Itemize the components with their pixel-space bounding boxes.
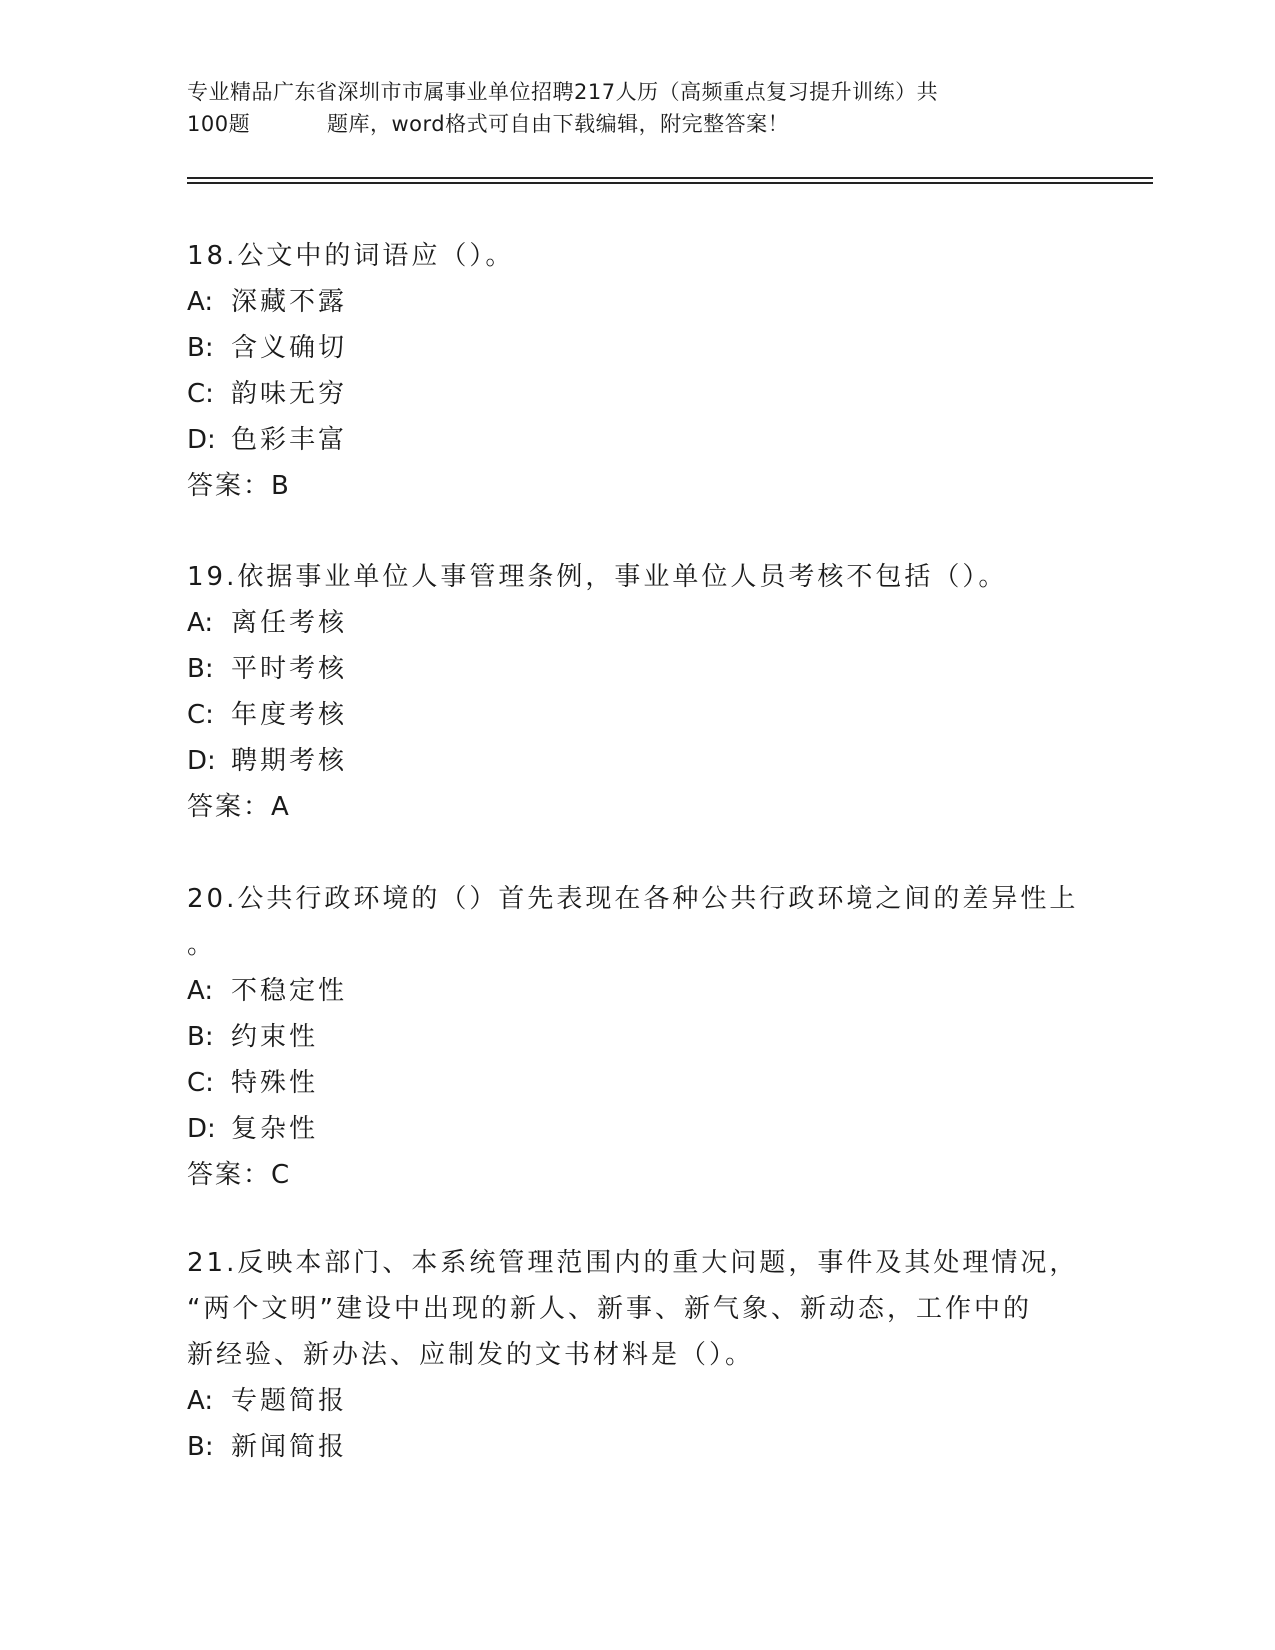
header-question-count: 100题: [187, 112, 251, 136]
option-text: 年度考核: [231, 700, 348, 730]
option-a: [187, 600, 1087, 646]
option-letter: A:: [187, 287, 214, 317]
option-text: 复杂性: [231, 1114, 319, 1144]
option-b: [187, 646, 1087, 692]
option-text: 深藏不露: [231, 287, 348, 317]
option-text: 色彩丰富: [231, 425, 348, 455]
question-stem-line: 21.反映本部门、本系统管理范围内的重大问题，事件及其处理情况，: [187, 1248, 1079, 1278]
option-a: [187, 1378, 1087, 1424]
option-text: 含义确切: [231, 333, 348, 363]
option-c: [187, 1060, 1087, 1106]
option-text: 聘期考核: [231, 746, 348, 776]
document-header: [187, 76, 1087, 140]
question-stem-line: 20.公共行政环境的（）首先表现在各种公共行政环境之间的差异性上: [187, 884, 1079, 914]
option-c: [187, 371, 1087, 417]
option-text: 离任考核: [231, 608, 348, 638]
option-text: 不稳定性: [231, 976, 348, 1006]
option-text: 韵味无穷: [231, 379, 348, 409]
option-letter: A:: [187, 1386, 214, 1416]
option-text: 新闻简报: [231, 1432, 348, 1462]
option-b: [187, 1424, 1087, 1470]
option-d: [187, 417, 1087, 463]
option-letter: D:: [187, 425, 216, 455]
option-b: [187, 1014, 1087, 1060]
question-stem-line: 。: [187, 930, 217, 960]
option-text: 专题简报: [231, 1386, 348, 1416]
question-stem-line: “两个文明”建设中出现的新人、新事、新气象、新动态，工作中的: [187, 1294, 1032, 1324]
header-divider-bottom: [187, 182, 1153, 184]
answer-line: 答案：C: [187, 1160, 292, 1190]
option-letter: D:: [187, 1114, 216, 1144]
question-block: [187, 1240, 1087, 1470]
question-stem: 19.依据事业单位人事管理条例，事业单位人员考核不包括（）。: [187, 562, 1008, 592]
header-line-2-text: 题库，word格式可自由下载编辑，附完整答案！: [327, 112, 790, 136]
option-text: 约束性: [231, 1022, 319, 1052]
question-block: [187, 554, 1087, 830]
question-stem: 18.公文中的词语应（）。: [187, 241, 515, 271]
option-c: [187, 692, 1087, 738]
question-block: [187, 876, 1087, 1198]
option-a: [187, 968, 1087, 1014]
option-letter: C:: [187, 1068, 214, 1098]
option-letter: B:: [187, 333, 214, 363]
option-d: [187, 738, 1087, 784]
option-b: [187, 325, 1087, 371]
option-letter: B:: [187, 1432, 214, 1462]
option-letter: B:: [187, 654, 214, 684]
option-letter: C:: [187, 700, 214, 730]
option-text: 平时考核: [231, 654, 348, 684]
question-stem-line: 新经验、新办法、应制发的文书材料是（）。: [187, 1340, 755, 1370]
option-letter: B:: [187, 1022, 214, 1052]
option-text: 特殊性: [231, 1068, 319, 1098]
answer-line: 答案：B: [187, 471, 291, 501]
option-d: [187, 1106, 1087, 1152]
header-divider-top: [187, 177, 1153, 179]
header-line-1: 专业精品广东省深圳市市属事业单位招聘217人历（高频重点复习提升训练）共: [187, 80, 939, 104]
header-line-2: [187, 108, 1087, 140]
question-block: [187, 233, 1087, 509]
option-letter: C:: [187, 379, 214, 409]
option-letter: A:: [187, 976, 214, 1006]
answer-line: 答案：A: [187, 792, 291, 822]
option-letter: A:: [187, 608, 214, 638]
option-letter: D:: [187, 746, 216, 776]
option-a: [187, 279, 1087, 325]
